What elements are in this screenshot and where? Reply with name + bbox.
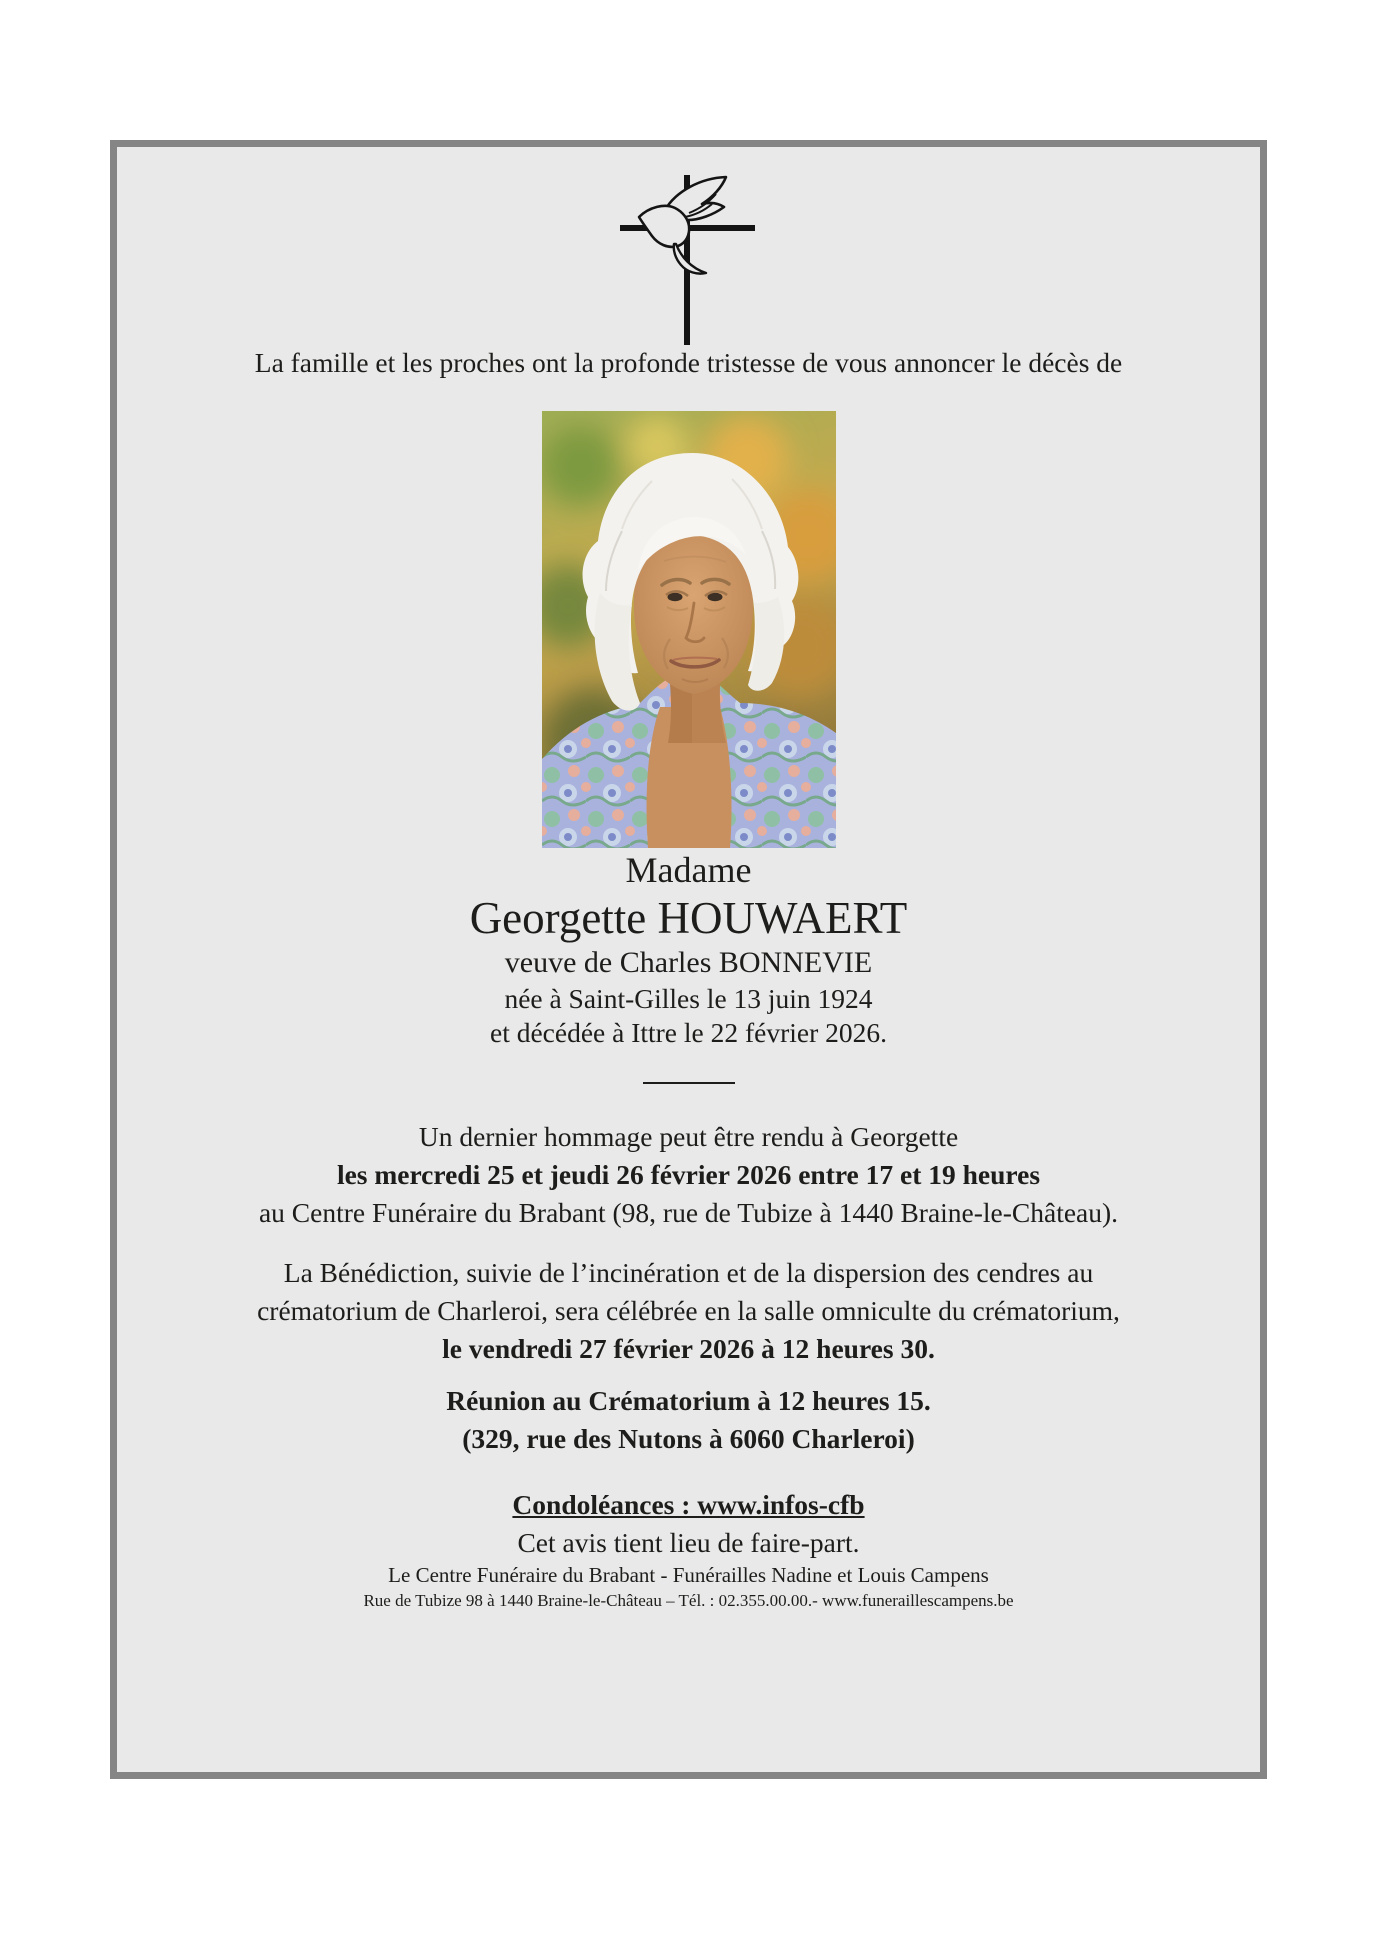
condolences-link[interactable]: Condoléances : www.infos-cfb [512,1489,865,1520]
ceremony-line-1: La Bénédiction, suivie de l’incinération et de la dispersion des cendres au [283,1257,1094,1288]
notice-line: Cet avis tient lieu de faire-part. [517,1527,860,1558]
meeting-paragraph [117,1382,1260,1458]
birth-line: née à Saint-Gilles le 13 juin 1924 [504,983,873,1014]
deceased-title: Madame [625,850,752,890]
tribute-paragraph [117,1118,1260,1232]
memorial-card [110,140,1267,1779]
portrait-photo [542,411,836,848]
ceremony-line-2: crématorium de Charleroi, sera célébrée en la salle omniculte du crématorium, [257,1295,1120,1326]
tribute-line-1: Un dernier hommage peut être rendu à Georgette [418,1121,959,1152]
meeting-line-2: (329, rue des Nutons à 6060 Charleroi) [462,1423,915,1454]
ceremony-paragraph [117,1254,1260,1368]
widow-line: veuve de Charles BONNEVIE [504,946,873,979]
meeting-line-1: Réunion au Crématorium à 12 heures 15. [446,1385,931,1416]
tribute-line-2: les mercredi 25 et jeudi 26 février 2026 entre 17 et 19 heures [336,1159,1041,1190]
footer-line-1: Le Centre Funéraire du Brabant - Funérailles Nadine et Louis Campens [388,1563,989,1587]
footer-line-2: Rue de Tubize 98 à 1440 Braine-le-Château – Tél. : 02.355.00.00.- www.funeraillescampens.be [363,1591,1014,1610]
dove-cross-icon [619,173,759,345]
tribute-line-3: au Centre Funéraire du Brabant (98, rue de Tubize à 1440 Braine-le-Château). [258,1197,1119,1228]
announcement-line: La famille et les proches ont la profonde tristesse de vous annoncer le décès de [254,347,1123,378]
death-line: et décédée à Ittre le 22 février 2026. [489,1017,887,1048]
ceremony-line-3: le vendredi 27 février 2026 à 12 heures 30. [442,1333,935,1364]
deceased-name: Georgette HOUWAERT [469,893,908,943]
divider [643,1082,735,1084]
